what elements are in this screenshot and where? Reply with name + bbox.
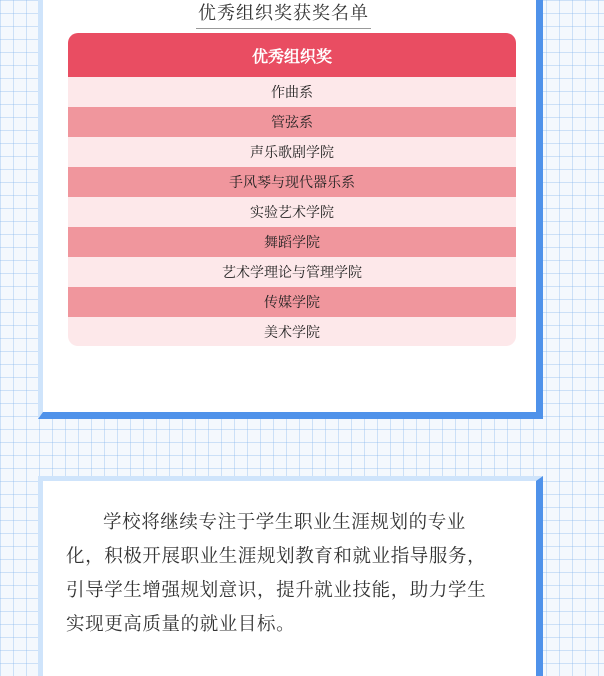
table-row: 传媒学院 bbox=[68, 287, 516, 317]
award-table bbox=[68, 33, 516, 346]
table-row: 艺术学理论与管理学院 bbox=[68, 257, 516, 287]
table-row: 手风琴与现代器乐系 bbox=[68, 167, 516, 197]
table-row: 舞蹈学院 bbox=[68, 227, 516, 257]
table-row: 管弦系 bbox=[68, 107, 516, 137]
table-row: 美术学院 bbox=[68, 317, 516, 346]
award-table-header: 优秀组织奖 bbox=[68, 33, 516, 77]
closing-paragraph: 学校将继续专注于学生职业生涯规划的专业化，积极开展职业生涯规划教育和就业指导服务，引导学生增强规划意识，提升就业技能，助力学生实现更高质量的就业目标。 bbox=[66, 512, 487, 635]
table-row: 作曲系 bbox=[68, 77, 516, 107]
table-row: 声乐歌剧学院 bbox=[68, 137, 516, 167]
award-list-title: 优秀组织奖获奖名单 bbox=[196, 2, 371, 29]
table-row: 实验艺术学院 bbox=[68, 197, 516, 227]
